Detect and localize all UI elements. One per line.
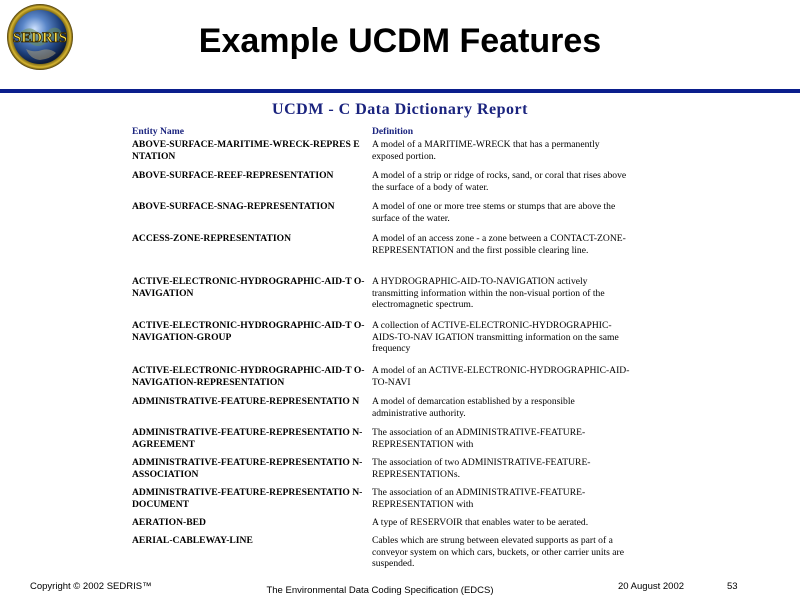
table-row xyxy=(132,365,632,388)
entity-definition: Cables which are strung between elevated supports as part of a conveyor system on which cars, buckets, or other carrier units are suspended. xyxy=(372,535,625,569)
entity-name: AERIAL-CABLEWAY-LINE xyxy=(132,535,253,546)
entity-name: ACTIVE-ELECTRONIC-HYDROGRAPHIC-AID-T O-NAVIGATION xyxy=(132,276,365,299)
table-row xyxy=(132,457,632,480)
logo-text: SEDRIS xyxy=(12,30,68,46)
table-row xyxy=(132,535,632,570)
table-row xyxy=(132,139,632,162)
definition-header: Definition xyxy=(372,126,414,137)
entity-definition: The association of an ADMINISTRATIVE-FEATURE-REPRESENTATION with xyxy=(372,427,586,450)
entity-definition: A model of a MARITIME-WRECK that has a permanently exposed portion. xyxy=(372,139,600,162)
entity-definition: A model of one or more tree stems or stumps that are above the surface of the water. xyxy=(372,201,616,224)
data-dictionary-table xyxy=(132,126,632,569)
table-row xyxy=(132,396,632,419)
entity-definition: A model of an access zone - a zone between a CONTACT-ZONE-REPRESENTATION and the first possible clearing line. xyxy=(372,233,626,256)
entity-name: ACCESS-ZONE-REPRESENTATION xyxy=(132,233,292,244)
table-row xyxy=(132,487,632,510)
entity-definition: The association of an ADMINISTRATIVE-FEATURE-REPRESENTATION with xyxy=(372,487,586,510)
entity-name: ADMINISTRATIVE-FEATURE-REPRESENTATIO N-AGREEMENT xyxy=(132,427,363,450)
entity-name: ABOVE-SURFACE-SNAG-REPRESENTATION xyxy=(132,201,335,212)
table-row xyxy=(132,170,632,193)
entity-name: ABOVE-SURFACE-MARITIME-WRECK-REPRES ENTATION xyxy=(132,139,360,162)
entity-name: ABOVE-SURFACE-REEF-REPRESENTATION xyxy=(132,170,334,181)
table-row xyxy=(132,276,632,311)
entity-name: ADMINISTRATIVE-FEATURE-REPRESENTATIO N-ASSOCIATION xyxy=(132,457,363,480)
entity-definition: A model of an ACTIVE-ELECTRONIC-HYDROGRAPHIC-AID-TO-NAVI xyxy=(372,365,630,388)
footer-date: 20 August 2002 xyxy=(618,581,685,592)
footer-title: The Environmental Data Coding Specification (EDCS) xyxy=(266,585,494,596)
entity-definition: The association of two ADMINISTRATIVE-FEATURE-REPRESENTATIONs. xyxy=(372,457,591,480)
table-row xyxy=(132,320,632,355)
entity-name: ADMINISTRATIVE-FEATURE-REPRESENTATIO N xyxy=(132,396,360,407)
entity-name: ACTIVE-ELECTRONIC-HYDROGRAPHIC-AID-T O-NAVIGATION-GROUP xyxy=(132,320,365,343)
footer-copyright: Copyright © 2002 SEDRIS™ xyxy=(30,581,152,592)
entity-name: ADMINISTRATIVE-FEATURE-REPRESENTATIO N-DOCUMENT xyxy=(132,487,363,510)
table-row xyxy=(132,233,632,256)
entity-definition: A type of RESERVOIR that enables water to be aerated. xyxy=(372,517,589,528)
entity-definition: A collection of ACTIVE-ELECTRONIC-HYDROGRAPHIC-AIDS-TO-NAV IGATION transmitting information on the same frequency xyxy=(372,320,619,354)
entity-definition: A model of a strip or ridge of rocks, sand, or coral that rises above the surface of a body of water. xyxy=(372,170,627,193)
page-number: 53 xyxy=(727,581,738,592)
table-row xyxy=(132,427,632,450)
title-rule xyxy=(0,89,800,93)
entity-name: ACTIVE-ELECTRONIC-HYDROGRAPHIC-AID-T O-NAVIGATION-REPRESENTATION xyxy=(132,365,365,388)
table-row xyxy=(132,517,632,529)
entity-name-header: Entity Name xyxy=(132,126,184,137)
entity-definition: A HYDROGRAPHIC-AID-TO-NAVIGATION actively transmitting information within the non-visual portion of the electromagnetic spectrum. xyxy=(372,276,605,310)
entity-definition: A model of demarcation established by a responsible administrative authority. xyxy=(372,396,575,419)
table-header xyxy=(132,126,632,137)
table-row xyxy=(132,201,632,224)
slide-title: Example UCDM Features xyxy=(198,22,602,60)
entity-name: AERATION-BED xyxy=(132,517,206,528)
report-title: UCDM - C Data Dictionary Report xyxy=(272,101,528,118)
